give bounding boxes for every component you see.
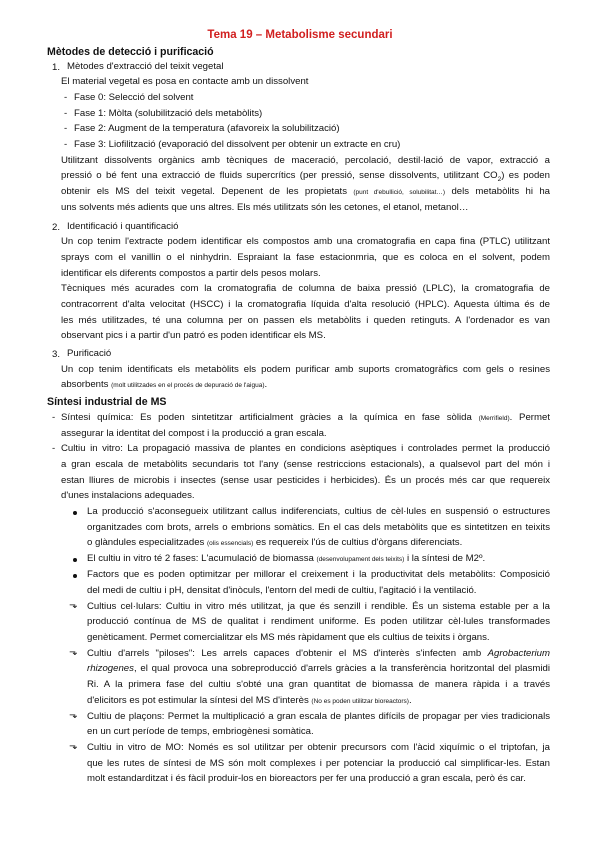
item-title-extraction: Mètodes d'extracció del teixit vegetal (67, 61, 224, 72)
paragraph-line: a gran escala de metabòlits secundaris tot l'any (sense restriccions estacionals), a qualsevol part del món i (61, 459, 550, 470)
paragraph-line: absorbents (molt utilitzades en el procés de depuració de l'aigua). (61, 379, 268, 390)
paragraph-line: producció contínua de MS de qualitat i rendiment uniforme. Es poden utilitzar cèl·lules transformades (87, 616, 550, 627)
paragraph-line: en un curt període de temps, embriogènesi somàtica. (87, 726, 314, 737)
paragraph-line: d'elicitors es pot estimular la síntesi del MS d'interès (No es poden utilitzar bioreactors). (87, 695, 412, 706)
paragraph-line: estan lliures de microbis i insectes (sense usar pesticides i herbicides). És un procés més car que requereix (61, 475, 550, 486)
paragraph-line: genèticament. Permet comercialitzar els MS més ràpidament que els cultius de teixits i òrgans. (87, 632, 490, 643)
paragraph-line: d'unes instalacions adequades. (61, 490, 195, 501)
paragraph-line: obtenir els MS del teixit vegetal. Depenent de les propietats (punt d'ebullició, solubilitat…) dels metabòlits hi ha (61, 186, 551, 197)
phase-item: Fase 0: Selecció del solvent (74, 92, 194, 103)
phase-item: Fase 2: Augment de la temperatura (afavoreix la solubilització) (74, 123, 340, 134)
arrow-bullet-icon: ⬎ (69, 741, 78, 752)
dash-marker: - (64, 139, 68, 150)
item-title-purification: Purificació (67, 348, 112, 359)
item-number-1: 1. (52, 62, 61, 73)
phase-item: Fase 3: Liofilització (evaporació del dissolvent per obtenir un extracte en cru) (74, 139, 401, 150)
paragraph-line: Cultiu in vitro: La propagació massiva de plantes en condicions asèptiques i controlades permet la producció (61, 443, 550, 454)
paragraph-line: assegurar la identitat del compost i la producció a gran escala. (61, 428, 327, 439)
section-heading-detection: Mètodes de detecció i purificació (47, 46, 214, 58)
paragraph-line: que les rutes de síntesi de MS són molt complexes i per potenciar la producció cal simplificar-les. Estan (87, 758, 550, 769)
paragraph-line: Un cop tenim identificats els metabòlits els podem purificar amb suports cromatogràfics com gels o resines (61, 364, 550, 375)
paragraph-line: Ri. A la primera fase del cultiu s'obté una gran quantitat de biomassa de manera ràpida i a través (87, 679, 550, 690)
paragraph-line: identificar els diferents compostos a partir dels pesos molars. (61, 268, 321, 279)
bullet-dot (73, 511, 77, 515)
paragraph-line: Cultiu in vitro de MO: Només es sol utilitzar per obtenir precursors com l'àcid xiquímic o el triptofan, ja (87, 742, 550, 753)
paragraph-line: uns solvents més adients que uns altres. Els més utilitzats són les cetones, el etanol, metanol… (61, 202, 469, 213)
paragraph-line: Cultiu de plaçons: Permet la multiplicació a gran escala de plantes difícils de propagar per vies tradicionals (87, 711, 550, 722)
item-number-2: 2. (52, 222, 61, 233)
paragraph-line: El material vegetal es posa en contacte amb un dissolvent (61, 76, 309, 87)
item-number-3: 3. (52, 349, 61, 360)
paragraph-line: pressió o bé fent una extracció de fluids supercrítics (per pressió, sense dissolvents, utilitzant $CO_2$) es poden (61, 170, 550, 183)
bullet-dot (73, 558, 77, 562)
arrow-bullet-icon: ⬎ (69, 710, 78, 721)
paragraph-line: La producció s'aconsegueix utilitzant callus indiferenciats, cultius de cèl·lules en suspensió o estructures (87, 506, 550, 517)
paragraph-line: les més utilitzades, té una columna per on passen els metabòlits i queden retinguts. A l'ordenador es van (61, 315, 550, 326)
paragraph-line: Factors que es poden optimitzar per millorar el creixement i la productivitat dels metabòlits: Composició (87, 569, 550, 580)
dash-marker: - (64, 92, 68, 103)
paragraph-line: observant pics i a partir d'un patró es poden identificar els MS. (61, 330, 326, 341)
paragraph-line: sprays com el vanillin o el ninhydrin. Espraiant la fase estacionmria, que es coloca en el solvent, podem (61, 252, 550, 263)
phase-item: Fase 1: Mòlta (solubilització dels metabòlits) (74, 108, 263, 119)
paragraph-line: organitzades com brots, arrels o embrions somàtics. En el cas dels metabòlits que es sintetitzen en teixits (87, 522, 550, 533)
paragraph-line: del medi de cultiu i pH, densitat d'inòculs, l'entorn del medi de cultiu, l'agitació i la ventilació. (87, 585, 477, 596)
dash-marker: - (64, 108, 68, 119)
paragraph-line: molt estandarditzat i és fàcil produir-los en bioreactors per fer una producció a gran escala, però és car. (87, 773, 526, 784)
paragraph-line: o glàndules especialitzades (olis essencials) es requereix l'ús de cultius d'òrgans diferenciats. (87, 537, 463, 548)
section-heading-industrial: Síntesi industrial de MS (47, 396, 167, 408)
paragraph-line: Síntesi química: Es poden sintetitzar artificialment gràcies a la química en fase sòlida (Merrifield). Permet (61, 412, 550, 423)
bullet-dot (73, 574, 77, 578)
paragraph-line: Tècniques més acurades com la cromatografia de columna de baixa pressió (LPLC), la cromatografia de (61, 283, 550, 294)
paragraph-line: Cultius cel·lulars: Cultiu in vitro més utilitzat, ja que és senzill i rendible. És un sistema estable per a la (87, 601, 550, 612)
paragraph-line: contracorrent d'alta velocitat (HSCC) i la cromatografia líquida d'alta resolució (HPLC). Aquesta última és de (61, 299, 550, 310)
arrow-bullet-icon: ⬎ (69, 647, 78, 658)
dash-marker: - (52, 412, 56, 423)
dash-marker: - (52, 443, 56, 454)
paragraph-line: rhizogenes, el qual provoca una sobreproducció d'arrels gràcies a la transferència horitzontal del plasmidi (87, 663, 550, 674)
arrow-bullet-icon: ⬎ (69, 600, 78, 611)
dash-marker: - (64, 123, 68, 134)
document-title: Tema 19 – Metabolisme secundari (207, 29, 393, 41)
paragraph-line: El cultiu in vitro té 2 fases: L'acumulació de biomassa (desenvolupament dels teixits) i la síntesi de M2º. (87, 553, 486, 564)
paragraph-line: Utilitzant dissolvents orgànics amb tècniques de maceració, percolació, destil·lació de vapor, extracció a (61, 155, 550, 166)
paragraph-line: Cultiu d'arrels "piloses": Les arrels capaces d'obtenir el MS d'interès s'infecten amb Agrobacterium (87, 648, 550, 659)
item-title-identification: Identificació i quantificació (67, 221, 179, 232)
paragraph-line: Un cop tenim l'extracte podem identificar els compostos amb una cromatografia en capa fina (PTLC) utilitzant (61, 236, 550, 247)
